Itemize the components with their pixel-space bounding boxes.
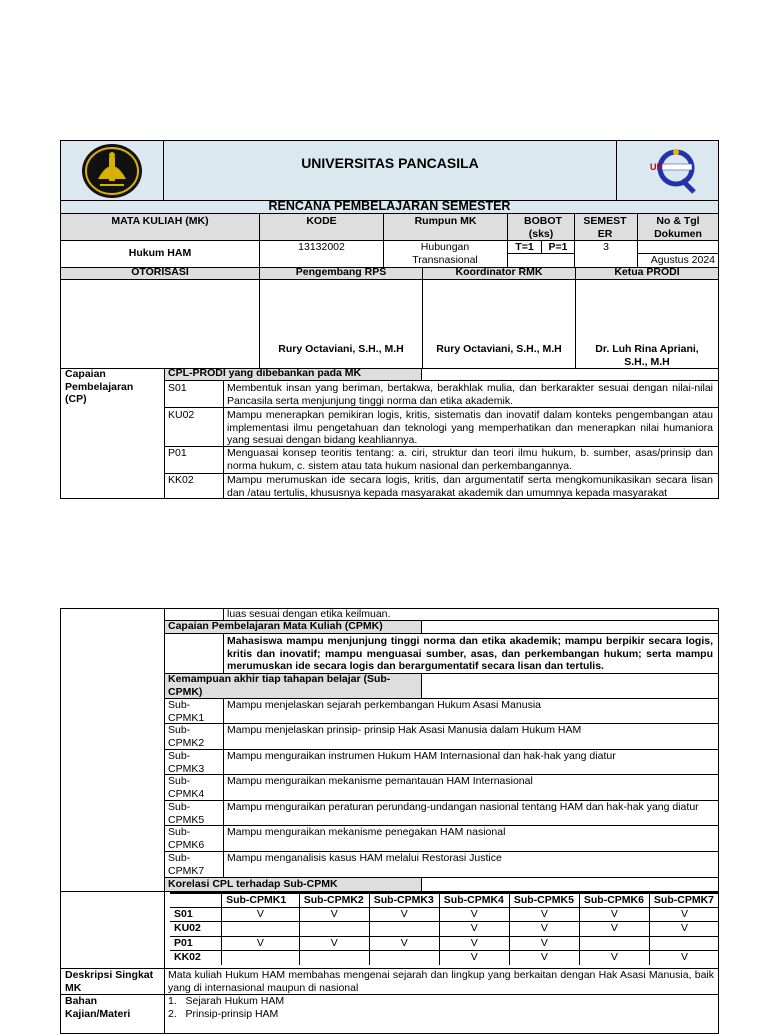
bahan-item-2: 2. Prinsip-prinsip HAM <box>168 1008 279 1020</box>
mk-value: Hukum HAM <box>128 247 192 259</box>
korelasi-mark: V <box>299 936 369 951</box>
korelasi-mark <box>222 951 300 965</box>
korelasi-corner <box>170 893 222 907</box>
korelasi-mark: V <box>222 936 300 951</box>
sub-cpmk-code-1: Sub-CPMK1 <box>168 699 205 724</box>
korelasi-header-row-cells <box>170 893 719 907</box>
korelasi-col-7: Sub-CPMK7 <box>653 894 715 906</box>
korelasi-mark <box>369 951 439 965</box>
kode-value: 13132002 <box>298 241 345 253</box>
korelasi-mark <box>579 936 649 951</box>
bobot-header: BOBOT (sks) <box>524 215 562 240</box>
up-quality-logo <box>648 146 698 194</box>
korelasi-mark <box>299 951 369 965</box>
korelasi-mark: V <box>439 936 509 951</box>
cpl-code-p01: P01 <box>168 447 187 459</box>
cpl-text-ku02: Mampu menerapkan pemikiran logis, kritis, sistematis dan inovatif dalam konteks pengembangan atau implementasi ilmu pengetahuan dan teknologi yang memperhatikan dan menerapkan nilai humaniora yang sesuai dengan bidang keahliannya. <box>227 409 713 446</box>
sub-cpmk-text-4: Mampu menguraikan mekanisme pemantauan HAM Internasional <box>227 775 533 787</box>
cpl-text-kk02: Mampu merumuskan ide secara logis, kritis, dan argumentatif serta mengkomunikasikan secara lisan dan /atau tertulis, khususnya kepada masyarakat akademik dan umumnya kepada masyarakat <box>227 474 713 499</box>
sub-cpmk-code-5: Sub-CPMK5 <box>168 801 205 826</box>
sub-cpmk-text-6: Mampu menguraikan mekanisme penegakan HAM nasional <box>227 826 506 838</box>
semester-header: SEMESTER <box>583 215 627 240</box>
korelasi-mark: V <box>509 907 579 922</box>
korelasi-mark: V <box>680 922 688 934</box>
korelasi-col-4: Sub-CPMK4 <box>439 893 509 907</box>
korelasi-row-code: KK02 <box>170 951 222 965</box>
korelasi-mark: V <box>680 951 688 963</box>
korelasi-body <box>170 907 719 965</box>
bobot-p-value: P=1 <box>548 241 568 253</box>
sub-cpmk-text-2: Mampu menjelaskan prinsip- prinsip Hak Asasi Manusia dalam Hukum HAM <box>227 724 582 736</box>
mk-header: MATA KULIAH (MK) <box>111 215 209 227</box>
up-logo-text: UP <box>650 162 663 172</box>
otorisasi-left-cell <box>60 279 260 369</box>
semester-value: 3 <box>603 241 609 253</box>
no-value-cell <box>637 240 719 254</box>
cp-label: Capaian Pembelajaran (CP) <box>65 368 134 405</box>
korelasi-mark: V <box>579 907 649 922</box>
cp-continued-left-cell <box>60 608 165 892</box>
sub-cpmk-code-3: Sub-CPMK3 <box>168 750 205 775</box>
signature-cell-1 <box>259 279 423 369</box>
university-seal-logo <box>80 143 144 199</box>
cpmk-header: Capaian Pembelajaran Mata Kuliah (CPMK) <box>168 620 383 632</box>
bahan-label: Bahan Kajian/Materi <box>65 995 131 1020</box>
korelasi-mark: V <box>509 951 579 965</box>
no-tgl-header: No & Tgl Dokumen <box>654 215 702 240</box>
korelasi-mark: V <box>439 951 509 965</box>
sub-cpmk-code-4: Sub-CPMK4 <box>168 775 205 800</box>
korelasi-row-code: KU02 <box>170 922 222 937</box>
korelasi-col-2: Sub-CPMK2 <box>299 893 369 907</box>
korelasi-row-s01 <box>170 907 719 922</box>
korelasi-mark: V <box>509 936 579 951</box>
korelasi-mark: V <box>299 907 369 922</box>
korelasi-mark: V <box>222 907 300 922</box>
deskripsi-text: Mata kuliah Hukum HAM membahas mengenai sejarah dan lingkup yang berkaitan dengan Hak Asasi Manusia, baik yang di internasional maupun di nasional <box>168 969 714 994</box>
korelasi-mark: V <box>579 951 649 965</box>
cpl-code-kk02: KK02 <box>168 474 194 486</box>
bahan-item-1: 1. Sejarah Hukum HAM <box>168 995 285 1007</box>
korelasi-row-code: P01 <box>170 936 222 951</box>
kk02-continued-text: luas sesuai dengan etika keilmuan. <box>227 608 391 620</box>
rumpun-value: Hubungan Transnasional <box>412 241 478 266</box>
sub-cpmk-text-5: Mampu menguraikan peraturan perundang-undangan nasional tentang HAM dan hak-hak yang diatur <box>227 801 699 813</box>
cpl-code-ku02: KU02 <box>168 409 195 421</box>
kode-header: KODE <box>306 215 337 227</box>
korelasi-mark <box>222 922 300 937</box>
signature-cell-2 <box>422 279 576 369</box>
korelasi-row-kk02 <box>170 951 719 965</box>
cpl-code-s01: S01 <box>168 382 187 394</box>
korelasi-matrix <box>170 892 719 965</box>
korelasi-mark: V <box>509 922 579 937</box>
signatory-name-3: Dr. Luh Rina Apriani, S.H., M.H <box>595 343 699 368</box>
sub-cpmk-text-3: Mampu menguraikan instrumen Hukum HAM Internasional dan hak-hak yang diatur <box>227 750 616 762</box>
korelasi-mark <box>369 922 439 937</box>
korelasi-mark: V <box>439 907 509 922</box>
rps-title: RENCANA PEMBELAJARAN SEMESTER <box>268 199 511 213</box>
korelasi-mark: V <box>680 907 688 920</box>
role-label-2: Koordinator RMK <box>455 266 543 278</box>
korelasi-row-code: S01 <box>170 907 222 922</box>
signatory-name-1: Rury Octaviani, S.H., M.H <box>278 343 404 355</box>
sub-cpmk-code-7: Sub-CPMK7 <box>168 852 205 877</box>
sub-cpmk-text-1: Mampu menjelaskan sejarah perkembangan Hukum Asasi Manusia <box>227 699 541 711</box>
korelasi-mark: V <box>369 936 439 951</box>
cpl-header: CPL-PRODI yang dibebankan pada MK <box>168 367 362 379</box>
korelasi-left-cell <box>60 891 165 969</box>
korelasi-mark: V <box>579 922 649 937</box>
sub-cpmk-code-6: Sub-CPMK6 <box>168 826 205 851</box>
korelasi-mark <box>299 922 369 937</box>
tgl-value: Agustus 2024 <box>650 254 715 266</box>
cpl-text-s01: Membentuk insan yang beriman, bertakwa, berakhlak mulia, dan berkarakter sesuai dengan nilai-nilai Pancasila serta menjunjung tinggi norma dan etika akademik. <box>227 382 713 407</box>
role-label-1: Pengembang RPS <box>295 266 387 278</box>
cpmk-text: Mahasiswa mampu menjunjung tinggi norma dan etika akademik; mampu berpikir secara logis, kritis dan inovatif; mampu menguasai sumber, asas, dan perkembangan hukum; serta mampu merumuskan ide secara logis dan berargumentatif secara lisan dan tertulis. <box>227 635 713 672</box>
korelasi-col-3: Sub-CPMK3 <box>369 893 439 907</box>
otorisasi-label: OTORISASI <box>131 266 189 278</box>
korelasi-row-ku02 <box>170 922 719 937</box>
sub-cpmk-header: Kemampuan akhir tiap tahapan belajar (Sub-CPMK) <box>168 673 391 698</box>
role-label-3: Ketua PRODI <box>614 266 680 278</box>
deskripsi-label: Deskripsi Singkat MK <box>65 969 154 994</box>
university-name: UNIVERSITAS PANCASILA <box>301 155 479 171</box>
cpl-text-p01: Menguasai konsep teoritis tentang: a. ciri, struktur dan teori ilmu hukum, b. sumber, asas/prinsip dan norma hukum, c. sistem atau tata hukum nasional dan perkembangannya. <box>227 447 713 472</box>
signatory-name-2: Rury Octaviani, S.H., M.H <box>436 343 562 355</box>
sub-cpmk-text-7: Mampu menganalisis kasus HAM melalui Restorasi Justice <box>227 852 502 864</box>
cpmk-code-cell <box>164 633 224 674</box>
sub-cpmk-code-2: Sub-CPMK2 <box>168 724 205 749</box>
rumpun-header: Rumpun MK <box>414 215 477 227</box>
korelasi-mark: V <box>439 922 509 937</box>
korelasi-header: Korelasi CPL terhadap Sub-CPMK <box>168 878 338 890</box>
korelasi-row-p01 <box>170 936 719 951</box>
korelasi-mark: V <box>369 907 439 922</box>
bobot-t-value: T=1 <box>515 241 534 253</box>
korelasi-col-1: Sub-CPMK1 <box>222 893 300 907</box>
korelasi-col-6: Sub-CPMK6 <box>579 893 649 907</box>
korelasi-mark <box>649 936 719 951</box>
korelasi-col-5: Sub-CPMK5 <box>509 893 579 907</box>
